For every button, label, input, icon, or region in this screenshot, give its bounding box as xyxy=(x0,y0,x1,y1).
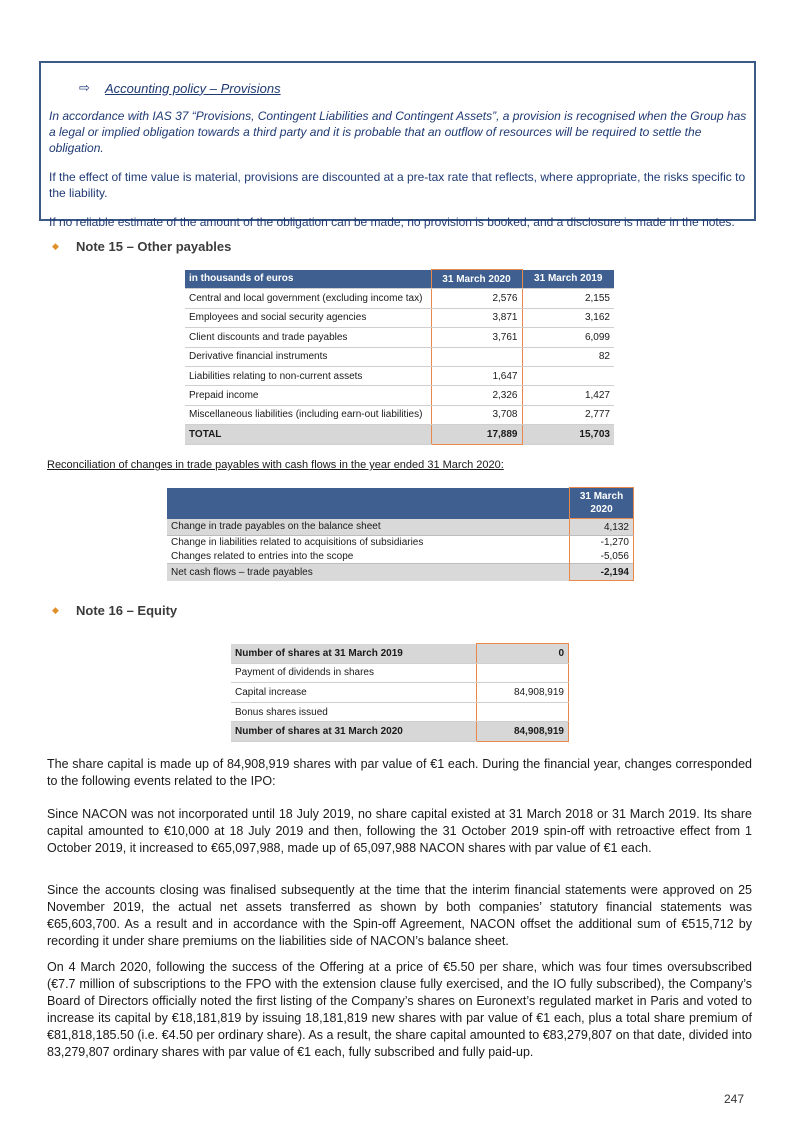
equity-paragraph-3: Since the accounts closing was finalised subsequently at the time that the interim financial statements were approved on 25 November 2019, the actual net assets transferred as shown by both companies’ statutory financial statements was €65,603,700. As a result and in accordance with the Spin-off Agreement, NACON offset the additional sum of €515,712 by recording it under share premiums on the liabilities side of NACON’s balance sheet. xyxy=(47,883,752,948)
row-label: Employees and social security agencies xyxy=(185,308,431,327)
row-label: Number of shares at 31 March 2020 xyxy=(231,722,477,742)
row-label: Derivative financial instruments xyxy=(185,347,431,366)
table-row xyxy=(185,328,614,347)
row-label: Capital increase xyxy=(231,683,477,703)
row-label: Payment of dividends in shares xyxy=(231,663,477,683)
other-payables-table xyxy=(185,269,614,445)
table-row xyxy=(185,308,614,327)
total-label: TOTAL xyxy=(185,425,431,444)
table-row xyxy=(231,683,569,703)
cell-2019: 1,427 xyxy=(522,386,614,405)
row-label: Change in trade payables on the balance sheet xyxy=(167,519,570,536)
row-value: -5,056 xyxy=(570,550,634,564)
table-row xyxy=(185,386,614,405)
row-label: Changes related to entries into the scope xyxy=(171,550,354,562)
table-row xyxy=(167,550,634,564)
column-header xyxy=(167,488,570,519)
cell-2020: 2,576 xyxy=(431,289,522,308)
row-value xyxy=(477,663,569,683)
diamond-bullet-icon: ◆ xyxy=(52,604,59,615)
row-value xyxy=(477,702,569,722)
table-header-row xyxy=(185,270,614,289)
policy-paragraph-2: If the effect of time value is material, provisions are discounted at a pre-tax rate that reflects, where appropriate, the risks specific to the liability. xyxy=(49,170,746,200)
note-16-heading xyxy=(52,602,177,618)
row-label: Prepaid income xyxy=(185,386,431,405)
arrow-right-icon: ⇨ xyxy=(79,80,90,95)
table-row xyxy=(231,702,569,722)
policy-title: Accounting policy – Provisions xyxy=(105,80,281,96)
note-16-title: Note 16 – Equity xyxy=(76,602,178,618)
table-header-row xyxy=(167,488,634,519)
net-cash-flow-row xyxy=(167,564,634,581)
row-value: 4,132 xyxy=(570,519,634,536)
row-label: Change in liabilities related to acquisitions of subsidiaries xyxy=(171,537,424,549)
row-value: -2,194 xyxy=(570,564,634,581)
table-row xyxy=(185,289,614,308)
cell-2019: 2,777 xyxy=(522,405,614,424)
policy-paragraph-3: If no reliable estimate of the amount of the obligation can be made, no provision is booked, and a disclosure is made in the notes. xyxy=(49,215,735,229)
table-row xyxy=(167,519,634,536)
cell-2019: 2,155 xyxy=(522,289,614,308)
cell-2020: 1,647 xyxy=(431,366,522,385)
table-row xyxy=(185,405,614,424)
equity-shares-table xyxy=(231,643,569,742)
total-row xyxy=(185,425,614,444)
table-row xyxy=(231,722,569,742)
row-value: 84,908,919 xyxy=(477,683,569,703)
equity-paragraph-1: The share capital is made up of 84,908,919 shares with par value of €1 each. During the financial year, changes corresponded to the following events related to the IPO: xyxy=(47,757,752,788)
row-value: 0 xyxy=(477,644,569,664)
equity-paragraph-2: Since NACON was not incorporated until 18 July 2019, no share capital existed at 31 March 2018 or 31 March 2019. Its share capital amounted to €10,000 at 18 July 2019 and then, following the 31 October 2019 spin-off with retroactive effect from 1 October 2019, it increased to €65,097,988, made up of 65,097,988 NACON shares with par value of €1 each. xyxy=(47,807,752,855)
total-2020: 17,889 xyxy=(431,425,522,444)
row-label: Number of shares at 31 March 2019 xyxy=(231,644,477,664)
cell-2020: 3,761 xyxy=(431,328,522,347)
policy-heading xyxy=(79,79,751,97)
column-header: in thousands of euros xyxy=(185,270,431,289)
row-label: Central and local government (excluding income tax) xyxy=(185,289,431,308)
table-row xyxy=(231,663,569,683)
column-header: 31 March 2020 xyxy=(431,270,522,289)
note-15-heading xyxy=(52,238,231,254)
row-label: Liabilities relating to non-current assets xyxy=(185,366,431,385)
cell-2019: 6,099 xyxy=(522,328,614,347)
row-label: Net cash flows – trade payables xyxy=(167,564,570,581)
table-row xyxy=(167,536,634,550)
cell-2020 xyxy=(431,347,522,366)
table-row xyxy=(231,644,569,664)
reconciliation-title: Reconciliation of changes in trade payables with cash flows in the year ended 31 March 2020: xyxy=(47,459,504,471)
row-label: Bonus shares issued xyxy=(231,702,477,722)
cell-2019: 3,162 xyxy=(522,308,614,327)
reconciliation-table xyxy=(167,487,634,581)
page-number: 247 xyxy=(724,1092,745,1106)
row-label: Client discounts and trade payables xyxy=(185,328,431,347)
table-row xyxy=(185,347,614,366)
column-header: 31 March 2019 xyxy=(522,270,614,289)
column-header: 31 March 2020 xyxy=(570,488,634,519)
row-label: Miscellaneous liabilities (including earn-out liabilities) xyxy=(185,405,431,424)
diamond-bullet-icon: ◆ xyxy=(52,240,59,251)
cell-2020: 3,871 xyxy=(431,308,522,327)
equity-paragraph-4: On 4 March 2020, following the success of the Offering at a price of €5.50 per share, which was four times oversubscribed (€7.7 million of subscriptions to the FPO with the extension clause fully exercised, and the IO fully subscribed), the Company’s Board of Directors officially noted the first listing of the Company’s shares on Euronext’s regulated market in Paris and voted to increase its capital by €18,181,819 by issuing 18,181,819 new shares with par value of €1 each, plus a total share premium of €81,818,185.50 (i.e. €4.50 per ordinary share). As a result, the share capital amounted to €83,279,807 on that date, divided into 83,279,807 ordinary shares with par value of €1 each, fully subscribed and fully paid-up. xyxy=(47,960,752,1059)
table-row xyxy=(185,366,614,385)
cell-2020: 2,326 xyxy=(431,386,522,405)
total-2019: 15,703 xyxy=(522,425,614,444)
cell-2020: 3,708 xyxy=(431,405,522,424)
accounting-policy-box xyxy=(39,61,756,229)
cell-2019: 82 xyxy=(522,347,614,366)
policy-paragraph-1: In accordance with IAS 37 “Provisions, Contingent Liabilities and Contingent Assets”, a provision is recognised when the Group has a legal or implied obligation towards a third party and it is probable that an outflow of resources will be required to settle the obligation. xyxy=(49,109,747,155)
cell-2019 xyxy=(522,366,614,385)
note-15-title: Note 15 – Other payables xyxy=(76,238,232,254)
row-value: 84,908,919 xyxy=(477,722,569,742)
row-value: -1,270 xyxy=(570,536,634,550)
